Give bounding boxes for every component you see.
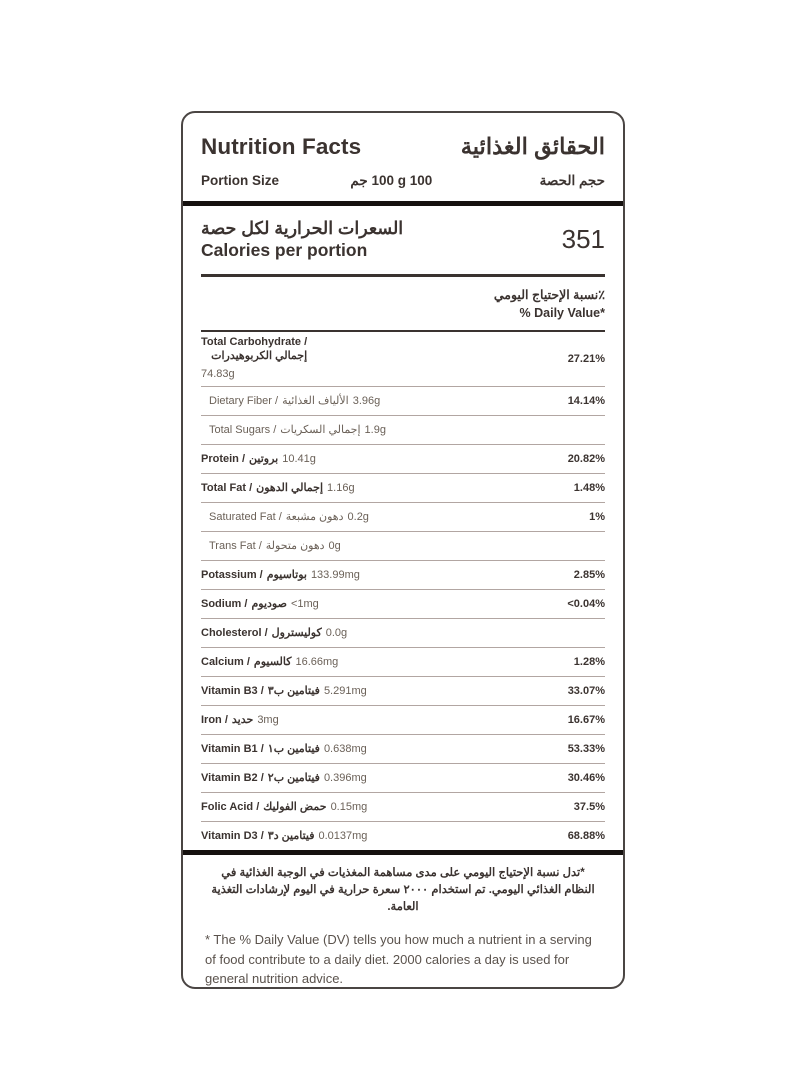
nutrient-name-ar: فيتامين ب٢	[267, 772, 320, 784]
nutrient-name-en: Vitamin B1 /	[201, 743, 264, 755]
nutrient-amount: 0.0g	[325, 627, 348, 639]
nutrient-name-ar: حديد	[231, 714, 254, 726]
calories-value: 351	[561, 224, 605, 254]
daily-value-header-en: % Daily Value*	[519, 305, 605, 320]
nutrient-name-en: Total Carbohydrate /	[201, 336, 308, 349]
footnote-block	[201, 855, 605, 989]
nutrient-amount: 0g	[328, 540, 341, 552]
calories-label-ar: السعرات الحرارية لكل حصة	[201, 218, 404, 238]
nutrient-amount: 5.291mg	[323, 685, 367, 697]
nutrient-amount: 0.638mg	[323, 743, 367, 755]
nutrient-label-group	[201, 481, 355, 494]
nutrient-name-ar: كوليسترول	[271, 627, 322, 639]
nutrient-name-en: Cholesterol /	[201, 627, 268, 639]
nutrient-name-ar: دهون مشبعة	[285, 511, 344, 523]
table-row	[201, 474, 605, 502]
nutrient-amount: 74.83g	[201, 367, 235, 380]
nutrient-name-en: Sodium /	[201, 598, 248, 610]
table-row	[201, 706, 605, 734]
nutrient-daily-value: 16.67%	[567, 713, 605, 726]
nutrient-amount: 3.96g	[352, 395, 381, 407]
table-row	[201, 793, 605, 821]
nutrient-label-group	[201, 800, 367, 813]
portion-size-label-ar: حجم الحصة	[539, 173, 605, 188]
table-row	[201, 764, 605, 792]
nutrient-label-group	[201, 713, 279, 726]
nutrient-name-ar: بروتين	[249, 453, 279, 465]
nutrient-name-en: Dietary Fiber /	[209, 395, 279, 407]
page-title-en: Nutrition Facts	[201, 134, 362, 159]
nutrient-name-en: Potassium /	[201, 569, 263, 581]
nutrient-amount: 1.16g	[327, 482, 355, 494]
nutrient-daily-value: 27.21%	[567, 352, 605, 365]
table-row	[201, 619, 605, 647]
nutrient-name-en: Folic Acid /	[201, 801, 260, 813]
nutrient-name-en: Iron /	[201, 714, 228, 726]
nutrient-label-group	[209, 510, 369, 523]
nutrient-daily-value: 30.46%	[567, 771, 605, 784]
table-row	[201, 416, 605, 444]
nutrition-facts-label	[181, 111, 625, 989]
table-row	[201, 561, 605, 589]
nutrient-name-en: Total Sugars /	[209, 424, 277, 436]
nutrient-label-group	[201, 829, 367, 842]
nutrient-amount: 1.9g	[364, 424, 386, 436]
table-row	[201, 590, 605, 618]
nutrient-daily-value: 20.82%	[567, 452, 605, 465]
nutrient-daily-value: 1%	[589, 510, 605, 523]
nutrient-amount: 10.41g	[282, 453, 316, 465]
nutrient-amount: 133.99mg	[310, 569, 360, 581]
nutrient-name-en: Total Fat /	[201, 482, 253, 494]
calories-labels	[201, 218, 403, 261]
nutrient-label-group	[201, 684, 367, 697]
table-row	[201, 532, 605, 560]
nutrient-name-ar: صوديوم	[251, 598, 287, 610]
table-row	[201, 332, 605, 385]
nutrient-amount: 3mg	[257, 714, 279, 726]
nutrient-label-group	[201, 597, 319, 610]
portion-size-value: 100 g ‏100 جم	[350, 173, 433, 188]
nutrient-label-group	[201, 568, 360, 581]
nutrient-name-ar: إجمالي السكريات	[280, 424, 361, 436]
nutrient-label-group	[201, 655, 338, 668]
nutrient-amount: <1mg	[290, 598, 319, 610]
nutrient-daily-value: 33.07%	[567, 684, 605, 697]
nutrient-label-group	[201, 742, 367, 755]
nutrient-amount: 0.0137mg	[318, 830, 368, 842]
nutrient-rows	[201, 332, 605, 849]
nutrient-name-en: Vitamin B3 /	[201, 685, 264, 697]
calories-row	[201, 206, 605, 274]
nutrient-name-ar: فيتامين ب٣	[267, 685, 320, 697]
portion-size-label-en: Portion Size	[201, 173, 280, 188]
nutrient-amount: 0.2g	[347, 511, 369, 523]
nutrient-label-group	[201, 452, 316, 465]
daily-value-header-ar: ٪نسبة الإحتياج اليومي	[493, 287, 605, 302]
table-row	[201, 648, 605, 676]
nutrient-name-en: Trans Fat /	[209, 540, 262, 552]
nutrient-name-ar: دهون متحولة	[265, 540, 325, 552]
nutrient-daily-value: <0.04%	[567, 597, 605, 610]
calories-label-en: Calories per portion	[201, 240, 368, 260]
nutrient-label-group	[201, 626, 347, 639]
table-row	[201, 503, 605, 531]
nutrient-amount: 0.15mg	[330, 801, 368, 813]
nutrient-label-group	[209, 423, 386, 436]
page-title-ar: الحقائق الغذائية	[460, 134, 605, 159]
nutrient-daily-value: 14.14%	[567, 394, 605, 407]
nutrient-name-ar: بوتاسيوم	[266, 569, 307, 581]
footnote-ar: *تدل نسبة الإحتياج اليومي على مدى مساهمة المغذيات في الوجبة الغذائية في النظام الغذائي اليومي. تم استخدام ٢٠٠٠ سعرة حرارية في اليوم لإرشادات التغذية العامة.	[211, 866, 595, 913]
nutrient-amount: 16.66mg	[295, 656, 339, 668]
nutrient-daily-value: 68.88%	[567, 829, 605, 842]
nutrient-daily-value: 1.28%	[573, 655, 605, 668]
nutrient-name-ar: إجمالي الكربوهيدرات	[211, 350, 308, 362]
label-header	[201, 113, 605, 160]
nutrient-label-group	[201, 336, 307, 381]
nutrient-name-ar: الألياف الغذائية	[282, 395, 349, 407]
daily-value-header	[201, 277, 605, 330]
nutrient-name-ar: حمض الفوليك	[263, 801, 327, 813]
nutrient-label-group	[209, 539, 341, 552]
nutrient-amount: 0.396mg	[323, 772, 367, 784]
nutrient-daily-value: 53.33%	[567, 742, 605, 755]
nutrient-name-ar: فيتامين د٣	[267, 830, 315, 842]
table-row	[201, 387, 605, 415]
nutrient-name-en: Vitamin B2 /	[201, 772, 264, 784]
table-row	[201, 735, 605, 763]
label-inner	[183, 113, 623, 987]
footnote-en: * The % Daily Value (DV) tells you how much a nutrient in a serving of food contribute to a daily diet. 2000 calories a day is used for general nutrition advice.	[205, 932, 592, 987]
nutrient-name-ar: إجمالي الدهون	[256, 482, 324, 494]
table-row	[201, 445, 605, 473]
nutrient-name-en: Vitamin D3 /	[201, 830, 264, 842]
nutrient-label-group	[201, 771, 367, 784]
nutrient-label-group	[209, 394, 380, 407]
nutrient-name-ar: فيتامين ب١	[267, 743, 320, 755]
nutrient-daily-value: 2.85%	[573, 568, 605, 581]
table-row	[201, 677, 605, 705]
nutrient-name-en: Calcium /	[201, 656, 250, 668]
nutrient-name-ar: كالسيوم	[253, 656, 292, 668]
nutrient-daily-value: 1.48%	[573, 481, 605, 494]
nutrient-daily-value: 37.5%	[573, 800, 605, 813]
nutrient-name-en: Protein /	[201, 453, 246, 465]
nutrient-name-en: Saturated Fat /	[209, 511, 282, 523]
nutrient-name-stack	[201, 336, 307, 364]
portion-size-row	[201, 160, 605, 201]
table-row	[201, 822, 605, 850]
